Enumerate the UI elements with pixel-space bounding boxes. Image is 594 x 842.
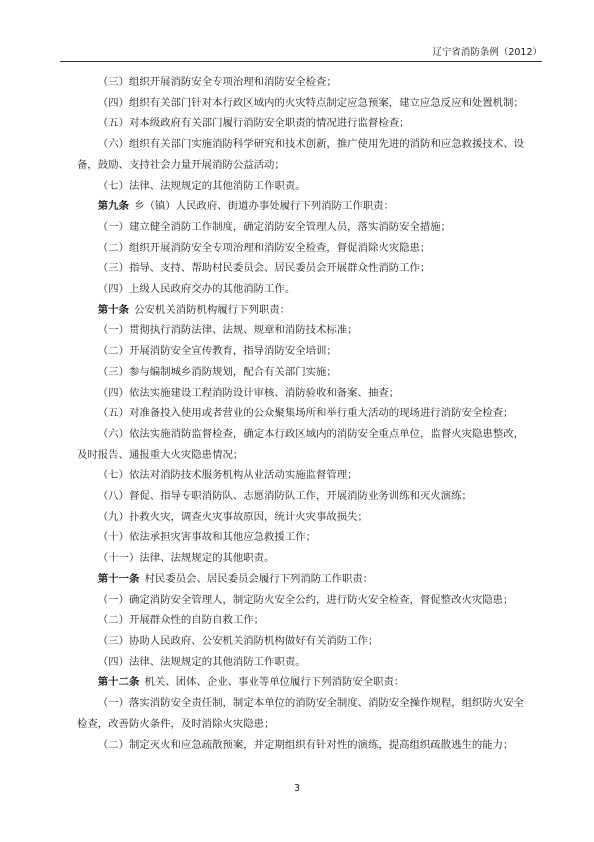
paragraph-text: （六）组织有关部门实施消防科学研究和技术创新，推广使用先进的消防和应急救援技术、设备，鼓励、支持社会力量开展消防公益活动； [77, 138, 524, 171]
paragraph-text: 机关、团体、企业、事业等单位履行下列消防安全职责： [144, 676, 405, 689]
clause-paragraph [77, 548, 524, 569]
clause-paragraph [77, 113, 524, 134]
article-number: 第九条 [97, 200, 129, 213]
clause-paragraph [77, 72, 524, 93]
paragraph-text: （七）依法对消防技术服务机构从业活动实施监督管理； [97, 469, 358, 482]
clause-paragraph [77, 93, 524, 114]
paragraph-text: （一）建立健全消防工作制度，确定消防安全管理人员，落实消防安全措施； [97, 220, 452, 233]
document-body [77, 72, 524, 755]
clause-paragraph [77, 486, 524, 507]
paragraph-text: （二）开展群众性的自防自救工作； [97, 614, 265, 627]
article-number: 第十条 [97, 303, 129, 316]
clause-paragraph [77, 279, 524, 300]
paragraph-text: 村民委员会、居民委员会履行下列消防工作职责： [144, 572, 374, 585]
clause-paragraph [77, 341, 524, 362]
clause-paragraph [77, 424, 524, 465]
clause-paragraph [77, 652, 524, 673]
clause-paragraph [77, 590, 524, 611]
paragraph-text: 公安机关消防机构履行下列职责： [134, 303, 291, 316]
clause-paragraph [77, 362, 524, 383]
clause-paragraph [77, 383, 524, 404]
page-number: 3 [293, 783, 301, 794]
clause-paragraph [77, 527, 524, 548]
paragraph-text: （八）督促、指导专职消防队、志愿消防队工作，开展消防业务训练和灭火演练； [97, 490, 472, 503]
clause-paragraph [77, 238, 524, 259]
clause-paragraph [77, 217, 524, 238]
paragraph-text: （六）依法实施消防监督检查，确定本行政区域内的消防安全重点单位，监督火灾隐患整改，及时报告、通报重大火灾隐患情况； [77, 427, 524, 461]
header-divider [60, 61, 542, 62]
paragraph-text: （二）组织开展消防安全专项治理和消防安全检查，督促消除火灾隐患； [97, 241, 431, 254]
paragraph-text: （一）确定消防安全管理人，制定防火安全公约，进行防火安全检查，督促整改火灾隐患； [97, 593, 514, 606]
paragraph-text: （三）参与编制城乡消防规划，配合有关部门实施； [97, 365, 337, 378]
paragraph-text: （一）贯彻执行消防法律、法规、规章和消防技术标准； [97, 324, 358, 337]
clause-paragraph [77, 134, 524, 175]
paragraph-text: （四）法律、法规规定的其他消防工作职责。 [97, 655, 306, 668]
clause-paragraph [77, 465, 524, 486]
clause-paragraph [77, 735, 524, 756]
paragraph-text: （九）扑救火灾，调查火灾事故原因，统计火灾事故损失； [97, 510, 368, 523]
paragraph-text: （三）协助人民政府、公安机关消防机构做好有关消防工作； [97, 634, 379, 647]
paragraph-text: （一）落实消防安全责任制，制定本单位的消防安全制度、消防安全操作规程，组织防火安全检查，改善防火条件，及时消除火灾隐患； [77, 697, 524, 730]
article-paragraph [77, 672, 524, 693]
clause-paragraph [77, 693, 524, 734]
paragraph-text: （四）组织有关部门针对本行政区域内的火灾特点制定应急预案，建立应急反应和处置机制； [97, 96, 524, 109]
clause-paragraph [77, 258, 524, 279]
clause-paragraph [77, 403, 524, 424]
paragraph-text: （五）对准备投入使用或者营业的公众聚集场所和举行重大活动的现场进行消防安全检查； [97, 407, 514, 420]
paragraph-text: （十一）法律、法规规定的其他职责。 [97, 552, 275, 565]
paragraph-text: （二）开展消防安全宣传教育，指导消防安全培训； [97, 345, 337, 358]
paragraph-text: （四）依法实施建设工程消防设计审核、消防验收和备案、抽查； [97, 386, 400, 399]
clause-paragraph [77, 507, 524, 528]
paragraph-text: （四）上级人民政府交办的其他消防工作。 [97, 283, 296, 296]
paragraph-text: （十）依法承担灾害事故和其他应急救援工作； [97, 531, 316, 544]
article-number: 第十一条 [97, 572, 140, 585]
clause-paragraph [77, 631, 524, 652]
paragraph-text: 乡（镇）人民政府、街道办事处履行下列消防工作职责： [134, 200, 394, 213]
paragraph-text: （七）法律、法规规定的其他消防工作职责。 [97, 179, 306, 192]
running-header: 辽宁省消防条例（2012） [432, 47, 542, 58]
article-number: 第十二条 [97, 676, 140, 689]
article-paragraph [77, 196, 524, 217]
article-paragraph [77, 300, 524, 321]
clause-paragraph [77, 320, 524, 341]
article-paragraph [77, 569, 524, 590]
clause-paragraph [77, 176, 524, 197]
clause-paragraph [77, 610, 524, 631]
paragraph-text: （二）制定灭火和应急疏散预案，并定期组织有针对性的演练，提高组织疏散逃生的能力； [97, 738, 514, 751]
paragraph-text: （三）组织开展消防安全专项治理和消防安全检查； [97, 76, 337, 88]
paragraph-text: （五）对本级政府有关部门履行消防安全职责的情况进行监督检查； [97, 117, 410, 130]
paragraph-text: （三）指导、支持、帮助村民委员会、居民委员会开展群众性消防工作； [97, 262, 431, 275]
